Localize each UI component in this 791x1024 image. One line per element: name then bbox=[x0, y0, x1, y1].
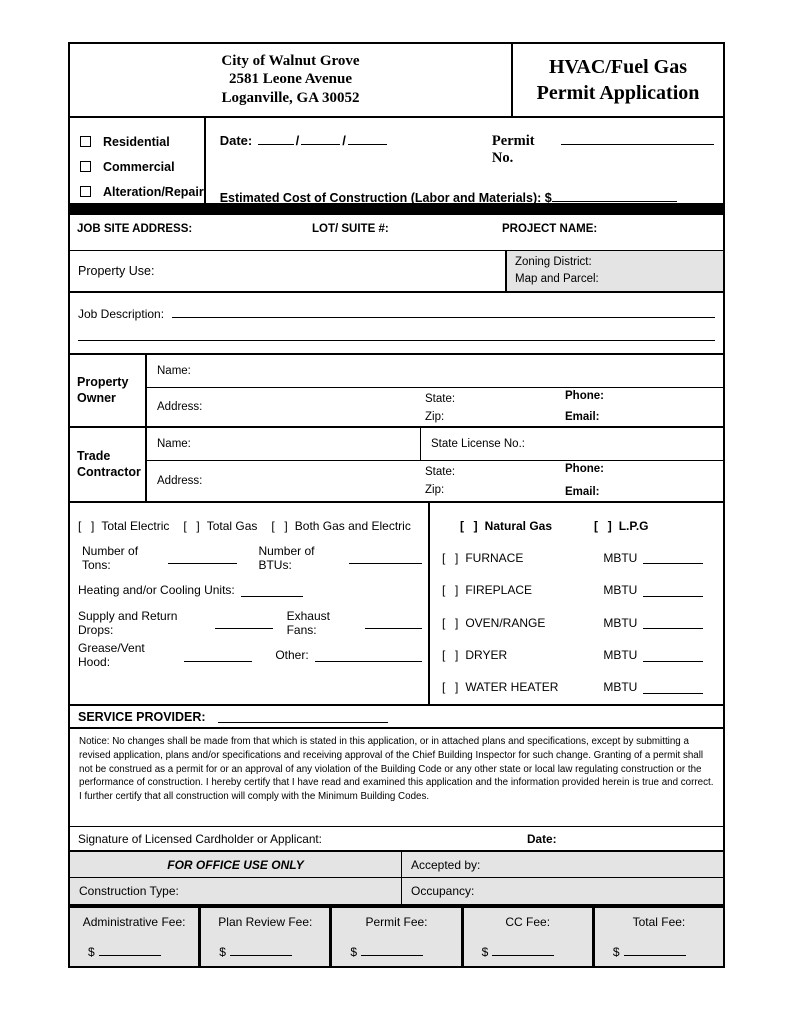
fireplace-mbtu-label: MBTU bbox=[603, 583, 638, 598]
permit-form bbox=[68, 42, 725, 968]
date-label: Date: bbox=[219, 133, 253, 149]
estimated-cost-label: Estimated Cost of Construction (Labor and Materials): $ bbox=[219, 191, 552, 206]
dryer-mbtu-label: MBTU bbox=[603, 648, 638, 663]
lpg-checkbox[interactable]: [ ] bbox=[594, 518, 613, 533]
owner-state-label: State: bbox=[425, 393, 456, 406]
equipment-right-column bbox=[430, 503, 723, 704]
contractor-zip-label: Zip: bbox=[425, 483, 445, 496]
property-owner-section bbox=[70, 355, 723, 428]
commercial-label: Commercial bbox=[103, 159, 175, 174]
residential-label: Residential bbox=[103, 134, 170, 149]
furnace-label: FURNACE bbox=[465, 550, 524, 565]
alteration-repair-checkbox[interactable] bbox=[80, 186, 91, 197]
contractor-license-label: State License No.: bbox=[431, 438, 525, 451]
property-use-row bbox=[70, 251, 723, 293]
water-heater-mbtu-blank[interactable] bbox=[643, 681, 703, 694]
contractor-license-field[interactable] bbox=[420, 428, 723, 460]
total-gas-label: Total Gas bbox=[206, 518, 258, 533]
service-provider-label: SERVICE PROVIDER: bbox=[78, 709, 206, 724]
water-heater-checkbox[interactable]: [ ] bbox=[442, 680, 460, 695]
cc-fee-label: CC Fee: bbox=[505, 915, 551, 930]
administrative-fee-blank[interactable] bbox=[99, 943, 161, 956]
furnace-mbtu-blank[interactable] bbox=[643, 551, 703, 564]
exhaust-fans-blank[interactable] bbox=[365, 616, 422, 629]
furnace-checkbox[interactable]: [ ] bbox=[442, 550, 460, 565]
classification-permit-row bbox=[70, 118, 723, 206]
permit-info-cell bbox=[206, 118, 724, 206]
water-heater-row bbox=[442, 671, 717, 703]
system-type-options bbox=[78, 509, 422, 541]
service-provider-blank[interactable] bbox=[218, 710, 388, 723]
signature-date-label: Date: bbox=[527, 831, 557, 846]
currency-sign: $ bbox=[219, 945, 226, 960]
contractor-name-label: Name: bbox=[157, 438, 191, 451]
owner-name-field[interactable] bbox=[147, 355, 723, 387]
water-heater-label: WATER HEATER bbox=[465, 680, 559, 695]
classification-options bbox=[70, 118, 206, 203]
fees-section bbox=[70, 905, 723, 966]
owner-name-label: Name: bbox=[157, 365, 191, 378]
equipment-section bbox=[70, 503, 723, 706]
contractor-address-field[interactable] bbox=[147, 461, 425, 501]
number-of-btus-blank[interactable] bbox=[349, 551, 422, 564]
issuer-block bbox=[70, 44, 513, 116]
alteration-repair-label: Alteration/Repair bbox=[103, 184, 204, 199]
fireplace-checkbox[interactable]: [ ] bbox=[442, 583, 460, 598]
office-use-section bbox=[70, 852, 723, 905]
heating-cooling-units-blank[interactable] bbox=[241, 584, 303, 597]
date-month-blank[interactable] bbox=[258, 132, 293, 145]
heating-cooling-units-label: Heating and/or Cooling Units: bbox=[78, 583, 235, 598]
signature-row bbox=[70, 827, 723, 852]
property-owner-title: Property Owner bbox=[70, 355, 147, 426]
fireplace-row bbox=[442, 574, 717, 606]
furnace-mbtu-label: MBTU bbox=[603, 550, 638, 565]
number-of-tons-blank[interactable] bbox=[168, 551, 236, 564]
oven-range-checkbox[interactable]: [ ] bbox=[442, 615, 460, 630]
occupancy-field[interactable] bbox=[402, 878, 723, 904]
estimated-cost-line bbox=[220, 189, 714, 205]
property-use-field[interactable] bbox=[70, 251, 505, 291]
owner-state-zip-field[interactable] bbox=[425, 388, 565, 426]
option-alteration-repair[interactable] bbox=[80, 179, 204, 204]
form-header bbox=[70, 44, 723, 118]
project-name-label: PROJECT NAME: bbox=[502, 223, 598, 236]
job-site-address-label: JOB SITE ADDRESS: bbox=[77, 223, 193, 236]
lpg-label: L.P.G bbox=[618, 518, 649, 533]
supply-return-drops-label: Supply and Return Drops: bbox=[78, 608, 178, 637]
date-slash: / bbox=[295, 133, 300, 149]
trade-contractor-title: Trade Contractor bbox=[70, 428, 147, 501]
dryer-checkbox[interactable]: [ ] bbox=[442, 648, 460, 663]
occupancy-label: Occupancy: bbox=[411, 884, 475, 899]
owner-phone-label: Phone: bbox=[565, 390, 604, 403]
total-electric-checkbox[interactable]: [ ] bbox=[78, 518, 96, 533]
exhaust-fans-label: Exhaust Fans: bbox=[286, 608, 330, 637]
date-day-blank[interactable] bbox=[301, 132, 340, 145]
plan-review-fee-blank[interactable] bbox=[230, 943, 292, 956]
permit-no-label: Permit No. bbox=[491, 133, 535, 167]
contractor-email-label: Email: bbox=[565, 486, 600, 499]
fireplace-label: FIREPLACE bbox=[465, 583, 533, 598]
both-gas-electric-label: Both Gas and Electric bbox=[294, 518, 411, 533]
administrative-fee-label: Administrative Fee: bbox=[82, 915, 186, 930]
contractor-name-field[interactable] bbox=[147, 428, 420, 460]
property-use-label: Property Use: bbox=[78, 264, 155, 279]
permit-fee-cell bbox=[332, 908, 463, 966]
total-fee-blank[interactable] bbox=[624, 943, 686, 956]
oven-range-row bbox=[442, 606, 717, 638]
signature-label: Signature of Licensed Cardholder or Applicant: bbox=[78, 831, 322, 846]
option-commercial[interactable] bbox=[80, 154, 204, 179]
zoning-district-label: Zoning District: bbox=[515, 256, 592, 269]
form-title-line2: Permit Application bbox=[536, 82, 700, 105]
cc-fee-cell bbox=[464, 908, 595, 966]
natural-gas-label: Natural Gas bbox=[484, 518, 553, 533]
notice-section bbox=[70, 729, 723, 827]
both-gas-electric-checkbox[interactable]: [ ] bbox=[271, 518, 289, 533]
job-description-section bbox=[70, 293, 723, 355]
estimated-cost-blank[interactable] bbox=[552, 189, 677, 202]
currency-sign: $ bbox=[88, 945, 95, 960]
oven-range-mbtu-label: MBTU bbox=[603, 615, 638, 630]
cc-fee-blank[interactable] bbox=[492, 943, 554, 956]
total-gas-checkbox[interactable]: [ ] bbox=[183, 518, 201, 533]
contractor-phone-email-field[interactable] bbox=[565, 461, 723, 501]
lot-suite-label: LOT/ SUITE #: bbox=[312, 223, 389, 236]
total-electric-label: Total Electric bbox=[101, 518, 170, 533]
issuer-city-state-zip: Loganville, GA 30052 bbox=[221, 89, 360, 106]
equipment-left-column bbox=[70, 503, 430, 704]
grease-vent-hood-label: Grease/Vent Hood: bbox=[78, 641, 145, 670]
option-residential[interactable] bbox=[80, 129, 204, 154]
contractor-state-label: State: bbox=[425, 466, 456, 479]
currency-sign: $ bbox=[612, 945, 620, 960]
owner-address-label: Address: bbox=[157, 401, 203, 414]
grease-vent-hood-blank[interactable] bbox=[184, 649, 252, 662]
administrative-fee-cell bbox=[70, 908, 201, 966]
form-title-block bbox=[513, 44, 723, 116]
construction-type-label: Construction Type: bbox=[79, 884, 179, 899]
date-year-blank[interactable] bbox=[348, 132, 387, 145]
accepted-by-field[interactable] bbox=[402, 852, 723, 878]
job-description-blank-1[interactable] bbox=[172, 305, 715, 318]
permit-fee-label: Permit Fee: bbox=[365, 915, 428, 930]
form-title-line1: HVAC/Fuel Gas bbox=[549, 56, 687, 79]
issuer-address: 2581 Leone Avenue bbox=[228, 71, 353, 88]
contractor-state-zip-field[interactable] bbox=[425, 461, 565, 501]
supply-return-drops-blank[interactable] bbox=[215, 616, 274, 629]
zoning-cell[interactable] bbox=[505, 251, 723, 291]
notice-text: Notice: No changes shall be made from that which is stated in this application, or in attached plans and specifications, except by submitting a revised application, plans and/or specifications and receiving approval of the Chief Building Inspector for such change. Granting of a permit shall not be construed as a permit for or an approval of any violation of the Building Code or any other state or local law regulating construction or the performance of construction. I hereby certify that I have read and examined this application and the information provided herein is true and correct. I further certify that all construction will comply with the Minimum Building Codes. bbox=[79, 736, 714, 803]
owner-address-field[interactable] bbox=[147, 388, 425, 426]
date-slash-2: / bbox=[342, 133, 346, 149]
number-of-btus-label: Number of BTUs: bbox=[258, 543, 315, 572]
owner-zip-label: Zip: bbox=[425, 410, 445, 423]
commercial-checkbox[interactable] bbox=[80, 161, 91, 172]
map-parcel-label: Map and Parcel: bbox=[515, 272, 599, 285]
oven-range-label: OVEN/RANGE bbox=[465, 615, 546, 630]
accepted-by-label: Accepted by: bbox=[411, 857, 481, 872]
permit-fee-blank[interactable] bbox=[361, 943, 423, 956]
dryer-row bbox=[442, 639, 717, 671]
owner-phone-email-field[interactable] bbox=[565, 388, 723, 426]
currency-sign: $ bbox=[481, 945, 489, 960]
site-info-row bbox=[70, 215, 723, 251]
furnace-row bbox=[442, 542, 717, 574]
total-fee-cell bbox=[595, 908, 723, 966]
dryer-label: DRYER bbox=[465, 648, 508, 663]
permit-no-blank[interactable] bbox=[561, 132, 714, 145]
gas-type-options bbox=[442, 509, 717, 541]
natural-gas-checkbox[interactable]: [ ] bbox=[460, 518, 479, 533]
job-description-label: Job Description: bbox=[78, 307, 165, 322]
water-heater-mbtu-label: MBTU bbox=[603, 680, 638, 695]
contractor-address-label: Address: bbox=[157, 475, 203, 488]
residential-checkbox[interactable] bbox=[80, 136, 91, 147]
plan-review-fee-label: Plan Review Fee: bbox=[218, 915, 313, 930]
currency-sign: $ bbox=[350, 945, 358, 960]
owner-email-label: Email: bbox=[565, 411, 600, 424]
issuer-city: City of Walnut Grove bbox=[221, 53, 360, 69]
construction-type-field[interactable] bbox=[70, 878, 402, 904]
job-description-blank-2[interactable] bbox=[78, 321, 715, 341]
dryer-mbtu-blank[interactable] bbox=[643, 649, 703, 662]
other-blank[interactable] bbox=[315, 649, 422, 662]
contractor-phone-label: Phone: bbox=[565, 463, 604, 476]
service-provider-row bbox=[70, 706, 723, 729]
number-of-tons-label: Number of Tons: bbox=[82, 543, 139, 572]
date-permit-line bbox=[220, 132, 714, 167]
office-use-title: FOR OFFICE USE ONLY bbox=[70, 852, 402, 878]
fireplace-mbtu-blank[interactable] bbox=[643, 584, 703, 597]
oven-range-mbtu-blank[interactable] bbox=[643, 616, 703, 629]
other-label: Other: bbox=[275, 648, 309, 663]
trade-contractor-section bbox=[70, 428, 723, 503]
total-fee-label: Total Fee: bbox=[632, 915, 686, 930]
plan-review-fee-cell bbox=[201, 908, 332, 966]
